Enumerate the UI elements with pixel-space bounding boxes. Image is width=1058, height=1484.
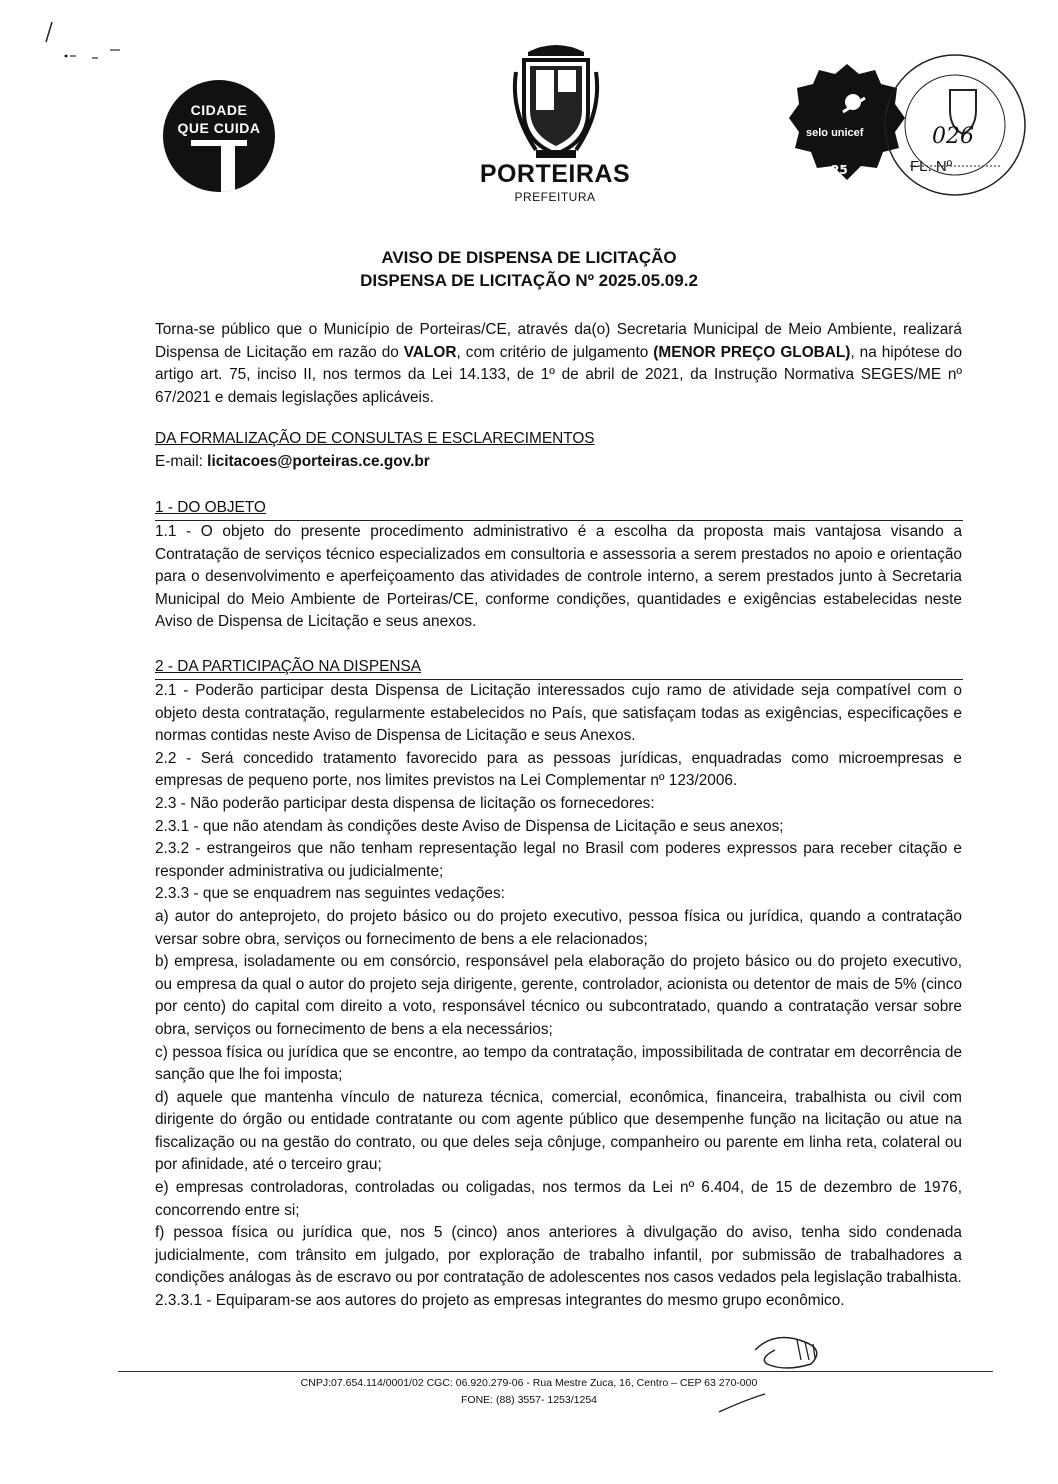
list-item: a) autor do anteprojeto, do projeto básico ou do projeto executivo, pessoa física ou jurídica, quando a contratação versar sobre obra, serviços ou fornecimento de bens a ele relacionados; bbox=[155, 907, 962, 948]
svg-text:25: 25 bbox=[831, 163, 848, 177]
list-item: 2.3.2 - estrangeiros que não tenham representação legal no Brasil com poderes expressos para receber citação e responder administrativa ou judicialmente; bbox=[155, 840, 962, 880]
logo-line2: QUE CUIDA bbox=[177, 120, 261, 136]
objeto-paragraph: 1.1 - O objeto do presente procedimento administrativo é a escolha da proposta mais vantajosa visando a Contratação de serviços técnico especializados em consultoria e assessoria a serem prestados no apoio e orientação para o desenvolvimento e aperfeiçoamento das atividades de controle interno, a serem prestados junto à Secretaria Municipal do Meio Ambiente de Porteiras/CE, conforme condições, quantidades e exigências estabelecidas neste Aviso de Dispensa de Licitação e seus anexos. bbox=[155, 523, 962, 631]
stamp-page-number: 026 bbox=[932, 124, 974, 149]
list-item: e) empresas controladoras, controladas ou coligadas, nos termos da Lei nº 6.404, de 15 de dezembro de 1976, concorrendo entre si; bbox=[155, 1179, 962, 1219]
footer-address: CNPJ:07.654.114/0001/02 CGC: 06.920.279-06 - Rua Mestre Zuca, 16, Centro – CEP 63 270-000 bbox=[300, 1377, 758, 1389]
participacao-heading: 2 - DA PARTICIPAÇÃO NA DISPENSA bbox=[155, 658, 421, 675]
intro-criterio: (MENOR PREÇO GLOBAL) bbox=[653, 343, 851, 361]
list-item: 2.3.3 - que se enquadrem nas seguintes vedações: bbox=[155, 885, 505, 903]
footer-phone: FONE: (88) 3557- 1253/1254 bbox=[461, 1394, 597, 1406]
logo-line1: CIDADE bbox=[190, 102, 248, 118]
porteiras-crest-icon bbox=[506, 42, 606, 162]
cidade-que-cuida-logo bbox=[163, 80, 275, 192]
list-item: 2.2 - Será concedido tratamento favorecido para as pessoas jurídicas, enquadradas como microempresas e empresas de pequeno porte, nos limites previstos na Lei Complementar nº 123/2006. bbox=[155, 749, 962, 790]
list-item: 2.1 - Poderão participar desta Dispensa de Licitação interessados cujo ramo de atividade seja compatível com o objeto desta contratação, regularmente estabelecidos no País, que satisfaçam todas as exigências, especificações e normas contidas neste Aviso de Dispensa de Licitação e seus Anexos. bbox=[155, 682, 962, 745]
email-address: licitacoes@porteiras.ce.gov.br bbox=[207, 453, 430, 470]
unicef-seal-text: selo unicef bbox=[806, 127, 864, 139]
stamp-fl-label: FL. Nº bbox=[910, 158, 953, 175]
city-name: PORTEIRAS bbox=[479, 160, 631, 188]
intro-text: , na hipótese do artigo art. 75, inciso II, nos termos da Lei 14.133, de 1º de abril de 2021, da Instrução Normativa SEGES/ME nº 67/2021 e demais legislações aplicáveis. bbox=[155, 343, 963, 406]
list-item: f) pessoa física ou jurídica que, nos 5 (cinco) anos anteriores à divulgação do aviso, tenha sido condenada judicialmente, com trânsito em julgado, por exploração de trabalho infantil, por submissão de trabalhadores a condições análogas às de escravo ou por contratação de adolescentes nos casos vedados pela legislação trabalhista. bbox=[155, 1224, 962, 1287]
participacao-list bbox=[155, 680, 962, 1313]
list-item: 2.3.1 - que não atendam às condições deste Aviso de Dispensa de Licitação e seus anexos; bbox=[155, 817, 784, 835]
list-item: c) pessoa física ou jurídica que se encontre, ao tempo da contratação, impossibilitada de contratar em decorrência de sanção que lhe foi imposta; bbox=[155, 1043, 962, 1084]
document-subtitle: DISPENSA DE LICITAÇÃO Nº 2025.05.09.2 bbox=[360, 271, 698, 290]
intro-valor: VALOR bbox=[403, 343, 457, 361]
footer-divider bbox=[118, 1371, 993, 1372]
email-line bbox=[155, 453, 430, 471]
list-item: 2.3.3.1 - Equiparam-se aos autores do projeto as empresas integrantes do mesmo grupo econômico. bbox=[155, 1292, 845, 1310]
scan-marks bbox=[30, 20, 140, 60]
consultas-heading: DA FORMALIZAÇÃO DE CONSULTAS E ESCLARECIMENTOS bbox=[155, 430, 595, 447]
city-subtitle: PREFEITURA bbox=[514, 190, 596, 204]
intro-paragraph bbox=[155, 319, 962, 409]
intro-text: Torna-se público que o Município de Porteiras/CE, através da(o) Secretaria Municipal de Meio Ambiente, realizará Dispensa de Licitação em razão do bbox=[155, 321, 962, 361]
list-item: b) empresa, isoladamente ou em consórcio, responsável pela elaboração do projeto básico ou do projeto executivo, ou empresa da qual o autor do projeto seja dirigente, gerente, controlador, acionista ou detentor de mais de 5% (cinco por cento) do capital com direito a voto, responsável técnico ou subcontratado, quando a contratação versar sobre obra, serviços ou fornecimento de bens a ela necessários; bbox=[155, 953, 962, 1038]
objeto-heading: 1 - DO OBJETO bbox=[155, 499, 266, 516]
intro-text: , com critério de julgamento bbox=[456, 343, 654, 361]
list-item: 2.3 - Não poderão participar desta dispensa de licitação os fornecedores: bbox=[155, 794, 655, 812]
list-item: d) aquele que mantenha vínculo de natureza técnica, comercial, econômica, financeira, trabalhista ou civil com dirigente do órgão ou entidade contratante ou com agente público que desempenhe função na licitação ou atue na fiscalização ou na gestão do contrato, ou que deles seja cônjuge, companheiro ou parente em linha reta, colateral ou por afinidade, até o terceiro grau; bbox=[155, 1088, 962, 1174]
email-label: E-mail: bbox=[155, 453, 208, 470]
document-title: AVISO DE DISPENSA DE LICITAÇÃO bbox=[381, 248, 677, 267]
